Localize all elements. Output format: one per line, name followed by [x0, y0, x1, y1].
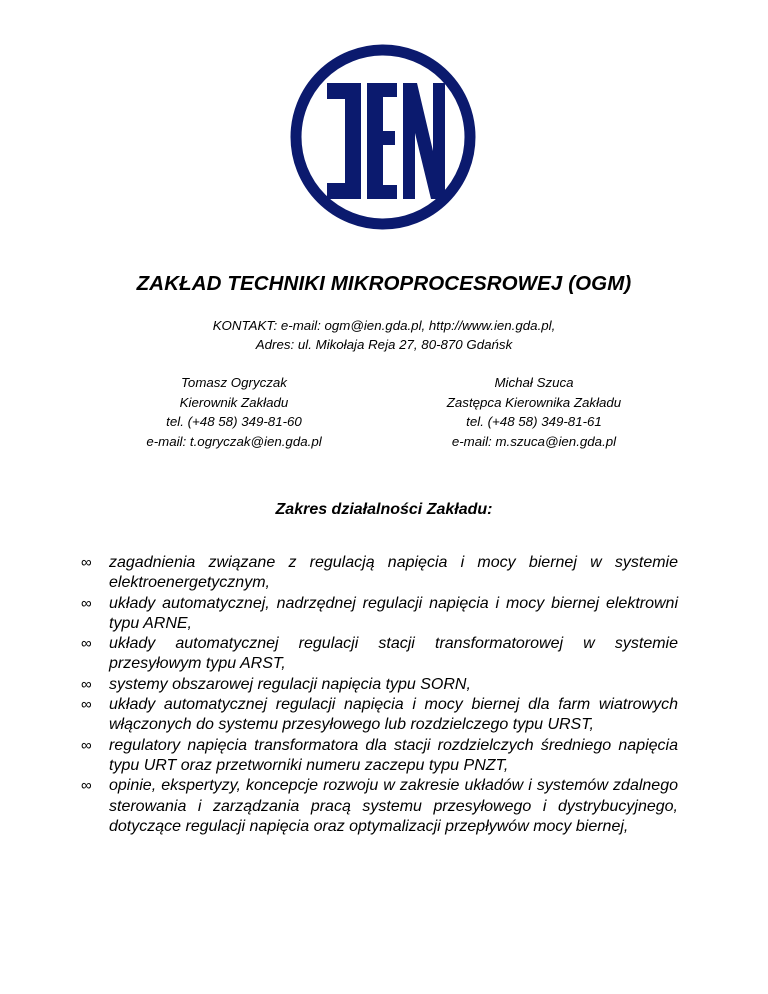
person-phone: tel. (+48 58) 349-81-61 — [466, 414, 602, 429]
infinity-bullet-icon: ∞ — [81, 777, 92, 795]
list-item-text: układy automatycznej, nadrzędnej regulacji napięcia i mocy biernej elektrowni typu ARNE, — [109, 594, 678, 632]
list-item — [81, 736, 678, 777]
person-deputy — [384, 373, 684, 451]
page-title: ZAKŁAD TECHNIKI MIKROPROCESROWEJ (OGM) — [136, 272, 632, 295]
list-item — [81, 634, 678, 675]
person-name: Michał Szuca — [494, 375, 574, 390]
list-item-text: regulatory napięcia transformatora dla stacji rozdzielczych średniego napięcia typu URT oraz przetworniki numeru zaczepu typu PNZT, — [109, 736, 678, 774]
scope-list — [81, 553, 678, 837]
person-name: Tomasz Ogryczak — [181, 375, 287, 390]
list-item-text: zagadnienia związane z regulacją napięcia i mocy biernej w systemie elektroenergetycznym, — [109, 554, 678, 592]
person-email: e-mail: m.szuca@ien.gda.pl — [451, 433, 617, 449]
ien-logo — [287, 41, 479, 233]
infinity-bullet-icon: ∞ — [81, 594, 92, 612]
list-item-text: opinie, ekspertyzy, koncepcje rozwoju w zakresie układów i systemów zdalnego sterowania i zarządzania pracą systemu przesyłowego i dystrybucyjnego, dotyczące regulacji napięcia oraz optymalizacji przepływów mocy biernej, — [109, 777, 678, 835]
list-item — [81, 776, 678, 837]
infinity-bullet-icon: ∞ — [81, 675, 92, 693]
contact-line-email: KONTAKT: e-mail: ogm@ien.gda.pl, http://www.ien.gda.pl, — [212, 318, 556, 333]
contact-line-address: Adres: ul. Mikołaja Reja 27, 80-870 Gdańsk — [255, 337, 513, 352]
infinity-bullet-icon: ∞ — [81, 736, 92, 754]
list-item — [81, 594, 678, 635]
person-phone: tel. (+48 58) 349-81-60 — [166, 414, 302, 429]
person-head — [84, 373, 384, 451]
infinity-bullet-icon: ∞ — [81, 635, 92, 653]
contact-block — [0, 316, 768, 354]
infinity-bullet-icon: ∞ — [81, 696, 92, 714]
person-role: Zastępca Kierownika Zakładu — [446, 394, 622, 410]
list-item-text: systemy obszarowej regulacji napięcia typu SORN, — [109, 675, 471, 693]
person-role: Kierownik Zakładu — [179, 394, 289, 410]
list-item-text: układy automatycznej regulacji stacji transformatorowej w systemie przesyłowym typu ARST, — [109, 635, 678, 673]
list-item — [81, 553, 678, 594]
person-email: e-mail: t.ogryczak@ien.gda.pl — [146, 433, 322, 449]
list-item — [81, 695, 678, 736]
infinity-bullet-icon: ∞ — [81, 554, 92, 571]
list-item-text: układy automatycznej regulacji napięcia i mocy biernej dla farm wiatrowych włączonych do systemu przesyłowego lub rozdzielczego typu URST, — [109, 696, 678, 734]
list-item — [81, 675, 678, 695]
section-title: Zakres działalności Zakładu: — [275, 501, 493, 518]
